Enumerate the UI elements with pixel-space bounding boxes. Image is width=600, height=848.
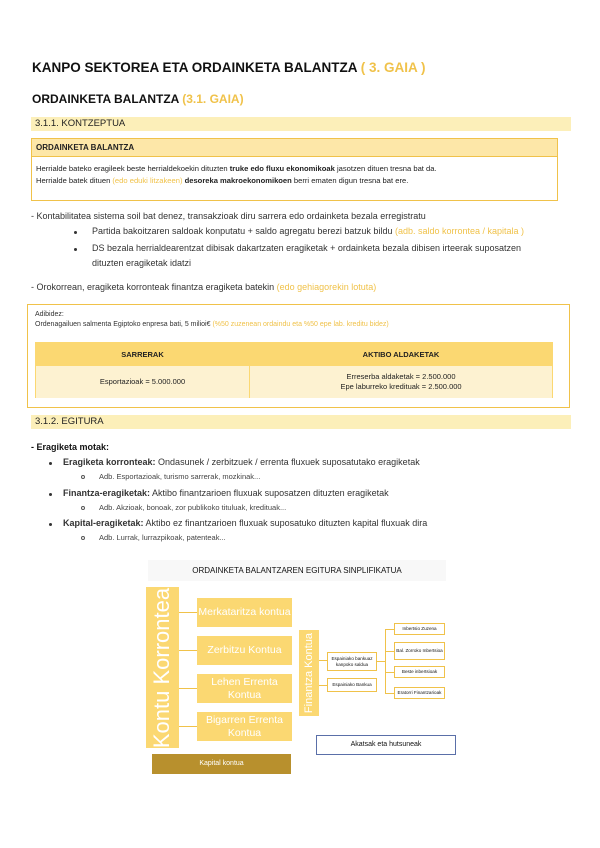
- structure-intro: - Eragiketa motak:: [31, 442, 110, 452]
- page-title: KANPO SEKTOREA ETA ORDAINKETA BALANTZA ( 3. GAIA ): [32, 60, 426, 75]
- connector-line: [385, 629, 386, 694]
- connector-line: [385, 693, 394, 694]
- connector-line: [179, 650, 197, 651]
- table-header-aktibo: AKTIBO ALDAKETAK: [250, 343, 553, 366]
- connector-line: [385, 672, 394, 673]
- section-bar-structure: 3.1.2. EGITURA: [31, 415, 571, 429]
- example-label: Adibidez:: [35, 311, 64, 318]
- section-title: ORDAINKETA BALANTZA (3.1. GAIA): [32, 92, 244, 106]
- example-box: [27, 304, 570, 408]
- bullet-ring: [81, 475, 85, 479]
- bullet-dot: [49, 523, 52, 526]
- connector-line: [319, 685, 327, 686]
- fin-item-external: Espainiako bankuaz kanpoko saldua: [327, 652, 377, 671]
- table-header-sarrerak: SARRERAK: [36, 343, 250, 366]
- bullet-dot: [74, 231, 77, 234]
- errors-box: Akatsak eta hutsuneak: [316, 735, 456, 755]
- para1-bullet-1: Partida bakoitzaren saldoak konputatu + saldo agregatu berezi batzuk bildu (adb. saldo korrontea / kapitala ): [92, 226, 525, 236]
- connector-line: [179, 688, 197, 689]
- title-tag: ( 3. GAIA ): [360, 60, 426, 75]
- structure-item-2: Finantza-eragiketak: Aktibo finantzarioen fluxuak suposatzen dituzten eragiketak: [63, 488, 389, 498]
- connector-line: [385, 651, 394, 652]
- bullet-dot: [49, 493, 52, 496]
- definition-heading: ORDAINKETA BALANTZA: [32, 139, 557, 157]
- sub-account-zerbitzu: Zerbitzu Kontua: [197, 636, 292, 665]
- para2: - Orokorrean, eragiketa korronteak finantza eragiketa batekin (edo gehiagorekin lotuta): [31, 282, 377, 292]
- bullet-dot: [49, 462, 52, 465]
- fin-detail-portfolio: Bal. Zorroko Inbertsioa: [394, 642, 445, 660]
- structure-example-2: Adb. Akzioak, bonoak, zor publikoko tituluak, kredituak...: [99, 503, 287, 512]
- structure-example-1: Adb. Esportazioak, turismo sarrerak, mozkinak...: [99, 472, 261, 481]
- sub-account-lehen-errenta: Lehen Errenta Kontua: [197, 674, 292, 703]
- connector-line: [179, 726, 197, 727]
- sub-account-merkataritza: Merkataritza kontua: [197, 598, 292, 627]
- structure-item-1: Eragiketa korronteak: Ondasunek / zerbitzuek / errenta fluxuek suposatutako eragiketak: [63, 457, 420, 467]
- bullet-ring: [81, 536, 85, 540]
- structure-item-3: Kapital-eragiketak: Aktibo ez finantzarioen fluxuak suposatuko dituzten kapital fluxuak dira: [63, 518, 428, 528]
- connector-line: [319, 660, 327, 661]
- fin-detail-other: Beste inbertsioak: [394, 666, 445, 678]
- current-account-box: Kontu Korrontea: [146, 587, 179, 748]
- fin-detail-direct: Inbertsio Zuzena: [394, 623, 445, 635]
- capital-account-box: Kapital kontua: [152, 754, 291, 774]
- example-table: [35, 342, 553, 398]
- table-cell: Esportazioak = 5.000.000: [36, 366, 250, 398]
- subtitle-tag: (3.1. GAIA): [182, 92, 244, 106]
- connector-line: [179, 612, 197, 613]
- definition-box: [31, 138, 558, 201]
- para1-intro: - Kontabilitatea sistema soil bat denez, transakzioak diru sarrera edo ordainketa bezala erregistratu: [31, 211, 426, 221]
- sub-account-bigarren-errenta: Bigarren Errenta Kontua: [197, 712, 292, 741]
- table-cell: Erreserba aldaketak = 2.500.000 Epe laburreko kredituak = 2.500.000: [250, 366, 553, 398]
- connector-line: [377, 661, 385, 662]
- structure-example-3: Adb. Lurrak, lurrazpikoak, patenteak...: [99, 533, 226, 542]
- connector-line: [385, 629, 394, 630]
- section-bar-concept: 3.1.1. KONTZEPTUA: [31, 117, 571, 131]
- bullet-dot: [74, 248, 77, 251]
- fin-detail-derivatives: Eratorri Finantzarioak: [394, 687, 445, 699]
- fin-item-bank: Espainiako Bankua: [327, 678, 377, 692]
- example-text: Ordenagailuen salmenta Egiptoko enpresa bati, 5 milioi€ (%50 zuzenean ordaindu eta %50 epe lab. kreditu bidez): [35, 321, 389, 328]
- para1-bullet-2: DS bezala herrialdearentzat dibisak dakartzaten eragiketak + ordainketa bezala dibisen irteerak suposatzen dituzten eragiketak idatzi: [92, 243, 522, 268]
- bullet-ring: [81, 506, 85, 510]
- financial-account-box: Finantza Kontua: [299, 630, 319, 716]
- diagram-title: ORDAINKETA BALANTZAREN EGITURA SINPLIFIKATUA: [148, 560, 446, 581]
- definition-body: Herrialde bateko eragileek beste herrialdekoekin dituzten truke edo fluxu ekonomikoak jasotzen dituen tresna bat da. Herrialde batek dituen (edo eduki litzakeen) desoreka makroekonomikoen berri ematen digun tresna bat ere.: [36, 164, 437, 185]
